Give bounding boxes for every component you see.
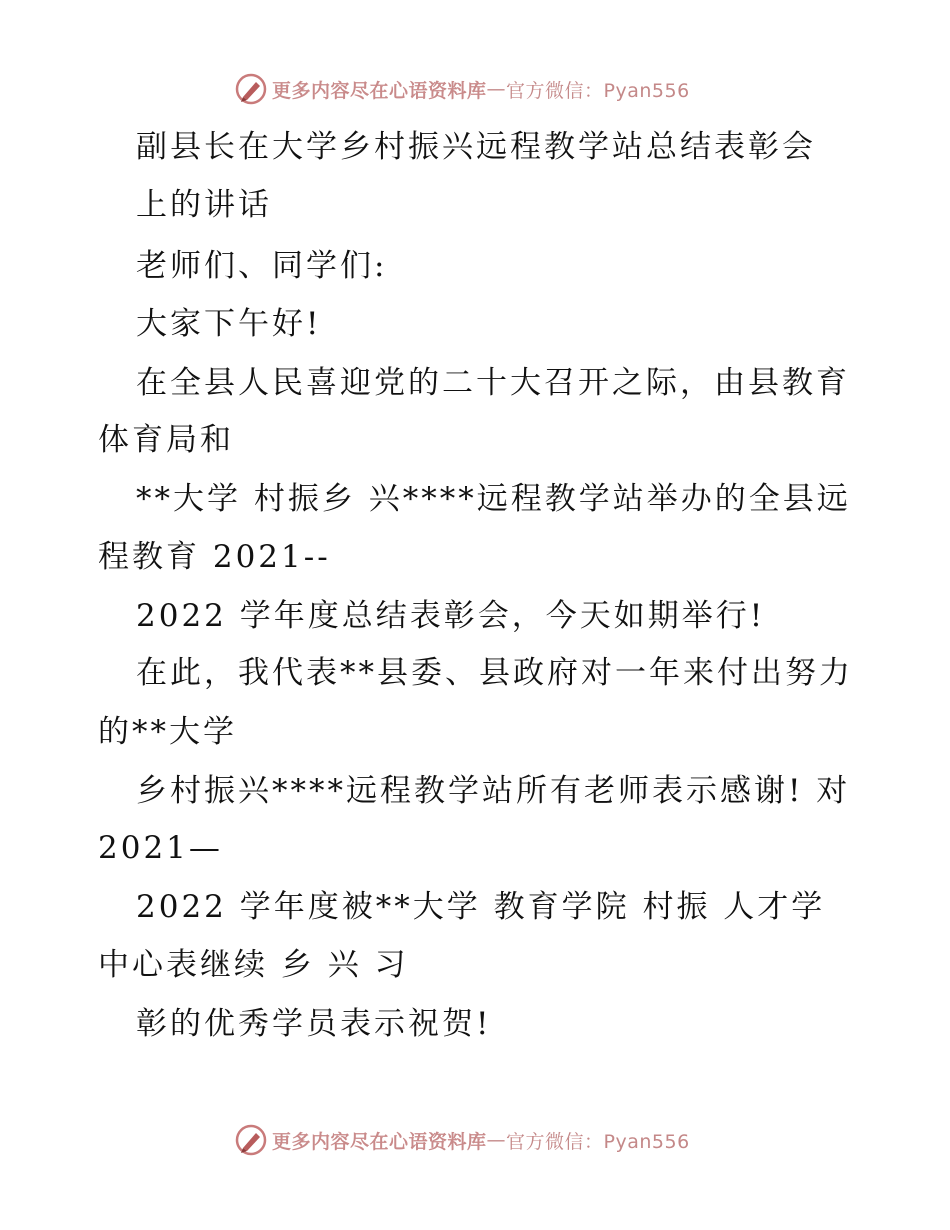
watermark-dash: —	[486, 78, 507, 100]
salutation: 老师们、同学们:	[136, 248, 388, 284]
paragraph-line: 2022 学年度被**大学 教育学院 村振 人才学	[136, 889, 826, 925]
paragraph-line: 2022 学年度总结表彰会，今天如期举行!	[136, 598, 766, 634]
paragraph-line: 程教育 2021--	[98, 539, 331, 575]
greeting: 大家下午好!	[136, 306, 322, 342]
header-watermark	[234, 72, 690, 106]
pen-logo-icon	[234, 1123, 268, 1157]
paragraph-line: 的**大学	[98, 714, 237, 750]
watermark-dash: —	[486, 1129, 507, 1151]
watermark-wechat-text: 官方微信：Pyan556	[506, 79, 690, 102]
footer-watermark	[234, 1123, 690, 1157]
paragraph-line: **大学 村振乡 兴****远程教学站举办的全县远	[136, 481, 851, 517]
watermark-site-text: 更多内容尽在心语资料库	[272, 79, 487, 102]
paragraph-line: 在全县人民喜迎党的二十大召开之际，由县教育	[136, 365, 850, 401]
paragraph-line: 在此，我代表**县委、县政府对一年来付出努力	[136, 655, 853, 691]
paragraph-line: 彰的优秀学员表示祝贺!	[136, 1006, 492, 1042]
watermark-wechat-text: 官方微信：Pyan556	[506, 1130, 690, 1153]
paragraph-line: 乡村振兴****远程教学站所有老师表示感谢! 对	[136, 773, 851, 809]
paragraph-line: 中心表继续 乡 兴 习	[98, 947, 409, 983]
watermark-site-text: 更多内容尽在心语资料库	[272, 1130, 487, 1153]
pen-logo-icon	[234, 72, 268, 106]
document-title-line-2: 上的讲话	[136, 187, 272, 223]
paragraph-line: 体育局和	[98, 422, 234, 458]
document-title-line-1: 副县长在大学乡村振兴远程教学站总结表彰会	[136, 129, 816, 165]
paragraph-line: 2021—	[98, 830, 223, 866]
